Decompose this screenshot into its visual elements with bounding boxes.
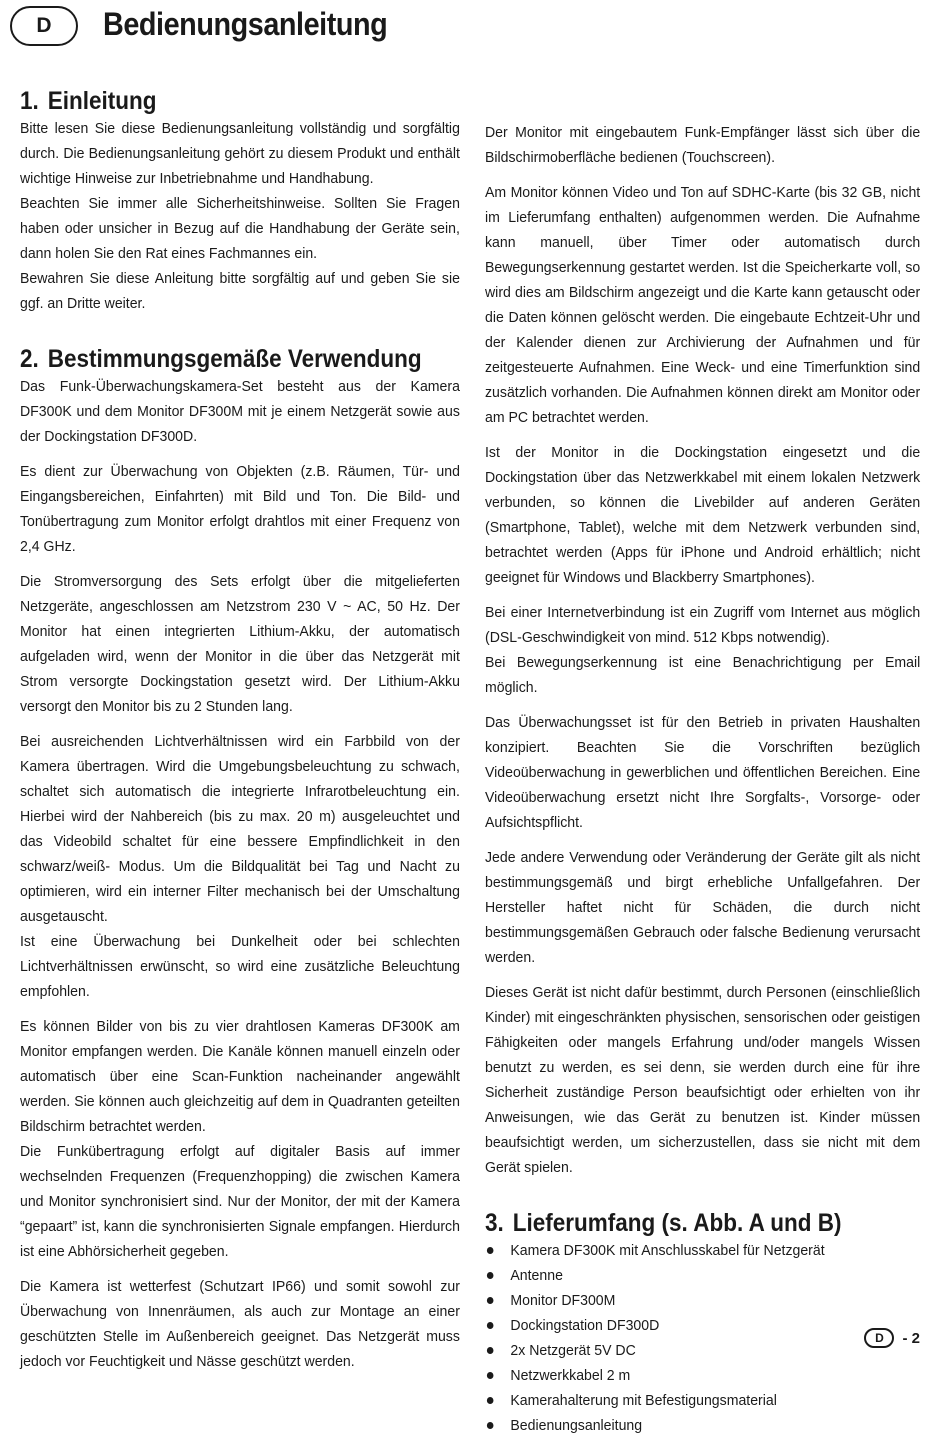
language-badge: D [10,6,78,46]
paragraph: Bitte lesen Sie diese Bedienungsanleitung vollständig und sorgfältig durch. Die Bedienungsanleitung gehört zu diesem Produkt und enthält wichtige Hinweise zur Inbetriebnahme und Handhabung. [20,120,460,187]
list-item: 2x Netzgerät 5V DC [485,1338,894,1363]
paragraph: Es dient zur Überwachung von Objekten (z.B. Räumen, Tür- und Eingangsbereichen, Einfahrten) mit Bild und Ton. Die Bild- und Tonübertragung zum Monitor erfolgt drahtlos mit einer Frequenz von 2,4 GHz. [20,463,460,555]
paragraph: Beachten Sie immer alle Sicherheitshinweise. Sollten Sie Fragen haben oder unsicher in Bezug auf die Handhabung der Geräte sein, dann holen Sie den Rat eines Fachmannes ein. [20,195,460,262]
page-footer [864,1327,920,1349]
bullet-icon [487,1422,494,1429]
bullet-icon [487,1397,494,1404]
paragraph: Bei Bewegungserkennung ist eine Benachrichtigung per Email möglich. [485,654,921,696]
list-item: Bedienungsanleitung [485,1413,894,1438]
bullet-icon [487,1322,494,1329]
paragraph: Bewahren Sie diese Anleitung bitte sorgfältig auf und geben Sie sie ggf. an Dritte weiter. [20,270,460,312]
section-3-number: 3. [485,1209,504,1237]
section-2-number: 2. [20,345,39,373]
page-header [0,0,950,54]
footer-language-badge: D [864,1328,894,1348]
delivery-scope-list [485,1238,920,1438]
paragraph: Ist der Monitor in die Dockingstation eingesetzt und die Dockingstation über das Netzwerkkabel mit einem lokalen Netzwerk verbunden, so können die Livebilder auf anderen Geräten (Smartphone, Tablet), welche mit dem Netzwerk verbunden sind, betrachtet werden (Apps für iPhone und Android erhältlich; nicht geeignet für Windows und Blackberry Smartphones). [485,444,921,586]
paragraph: Dieses Gerät ist nicht dafür bestimmt, durch Personen (einschließlich Kinder) mit eingeschränkten physischen, sensorischen oder geistigen Fähigkeiten oder mangels Erfahrung und/oder mangels Wissen benutzt zu werden, es sei denn, sie werden durch eine für ihre Sicherheit zuständige Person beaufsichtigt oder erhielten von ihr Anweisungen, wie das Gerät zu benutzen ist. Kinder müssen beaufsichtigt werden, um sicherzustellen, dass sie nicht mit dem Gerät spielen. [485,984,921,1176]
list-item: Antenne [485,1263,894,1288]
paragraph: Das Überwachungsset ist für den Betrieb in privaten Haushalten konzipiert. Beachten Sie die Vorschriften bezüglich Videoüberwachung in gewerblichen und öffentlichen Bereichen. Eine Videoüberwachung ersetzt nicht Ihre Sorgfalts-, Vorsorge- oder Aufsichtspflicht. [485,714,921,831]
section-1-title: Einleitung [47,87,157,115]
paragraph: Die Funkübertragung erfolgt auf digitaler Basis auf immer wechselnden Frequenzen (Frequenzhopping) die zwischen Kamera und Monitor synchronisiert sind. Nur der Monitor, der mit der Kamera “gepaart” ist, kann die synchronisierten Signale empfangen. Hierdurch ist eine Abhörsicherheit gegeben. [20,1143,460,1260]
bullet-icon [487,1297,494,1304]
paragraph: Das Funk-Überwachungskamera-Set besteht aus der Kamera DF300K und dem Monitor DF300M mit je einem Netzgerät sowie aus der Dockingstation DF300D. [20,378,460,445]
paragraph: Bei einer Internetverbindung ist ein Zugriff vom Internet aus möglich (DSL-Geschwindigkeit von mind. 512 Kbps notwendig). [485,604,921,646]
bullet-icon [487,1347,494,1354]
right-column [485,120,920,1438]
bullet-icon [487,1372,494,1379]
section-1-number: 1. [20,87,39,115]
paragraph: Die Kamera ist wetterfest (Schutzart IP66) und somit sowohl zur Überwachung von Innenräumen, als auch zur Montage an einer geschützten Stelle im Außenbereich geeignet. Das Netzgerät muss jedoch vor Feuchtigkeit und Nässe geschützt werden. [20,1278,460,1370]
section-3-heading [485,1208,877,1238]
paragraph: Am Monitor können Video und Ton auf SDHC-Karte (bis 32 GB, nicht im Lieferumfang enthalten) aufgenommen werden. Die Aufnahme kann manuell, über Timer oder automatisch durch Bewegungserkennung gestartet werden. Ist die Speicherkarte voll, so wird dies am Bildschirm angezeigt und die Karte kann getauscht oder die Daten können gelöscht werden. Die eingebaute Echtzeit-Uhr und der Kalender dienen zur Archivierung der Aufnahmen und für zeitgesteuerte Aufnahmen. Eine Weck- und eine Timerfunktion sind zusätzlich vorhanden. Die Aufnahmen können direkt am Monitor oder am PC betrachtet werden. [485,184,921,426]
list-item: Kamerahalterung mit Befestigungsmaterial [485,1388,894,1413]
left-column [20,86,460,1374]
list-item: Netzwerkkabel 2 m [485,1363,894,1388]
section-1-heading [20,86,416,116]
list-item: Monitor DF300M [485,1288,894,1313]
document-title: Bedienungsanleitung [103,6,388,42]
list-item: Dockingstation DF300D [485,1313,894,1338]
paragraph: Es können Bilder von bis zu vier drahtlosen Kameras DF300K am Monitor empfangen werden. Die Kanäle können manuell einzeln oder automatisch über eine Scan-Funktion nacheinander angewählt werden. Sie können auch gleichzeitig auf dem in Quadranten geteilten Bildschirm betrachtet werden. [20,1018,460,1135]
list-item: Kamera DF300K mit Anschlusskabel für Netzgerät [485,1238,894,1263]
paragraph: Der Monitor mit eingebautem Funk-Empfänger lässt sich über die Bildschirmoberfläche bedienen (Touchscreen). [485,124,921,166]
paragraph: Jede andere Verwendung oder Veränderung der Geräte gilt als nicht bestimmungsgemäß und birgt erhebliche Unfallgefahren. Der Hersteller haftet nicht für Schäden, die durch nicht bestimmungsgemäßen Gebrauch oder falsche Bedienung verursacht werden. [485,849,921,966]
paragraph: Ist eine Überwachung bei Dunkelheit oder bei schlechten Lichtverhältnissen erwünscht, so wird eine zusätzliche Beleuchtung empfohlen. [20,933,460,1000]
page-number: - 2 [902,1329,920,1347]
section-2-heading [20,344,422,374]
bullet-icon [487,1272,494,1279]
section-2-title: Bestimmungsgemäße Verwendung [47,345,422,373]
bullet-icon [487,1247,494,1254]
section-3-title: Lieferumfang (s. Abb. A und B) [512,1209,842,1237]
paragraph: Die Stromversorgung des Sets erfolgt über die mitgelieferten Netzgeräte, angeschlossen am Netzstrom 230 V ~ AC, 50 Hz. Der Monitor hat einen integrierten Lithium-Akku, der automatisch aufgeladen wird, wenn der Monitor in die über das Netzgerät mit Strom versorgte Dockingstation gesetzt wird. Der Lithium-Akku versorgt den Monitor bis zu 2 Stunden lang. [20,573,460,715]
paragraph: Bei ausreichenden Lichtverhältnissen wird ein Farbbild von der Kamera übertragen. Wird die Umgebungsbeleuchtung zu schwach, schaltet sich automatisch die integrierte Infrarotbeleuchtung ein. Hierbei wird der Nahbereich (bis zu max. 20 m) ausgeleuchtet und das Videobild schaltet für eine bessere Empfindlichkeit in den schwarz/weiß- Modus. Um die Bildqualität bei Tag und Nacht zu optimieren, wird ein interner Filter mechanisch bei der Umschaltung ausgetauscht. [20,733,460,925]
